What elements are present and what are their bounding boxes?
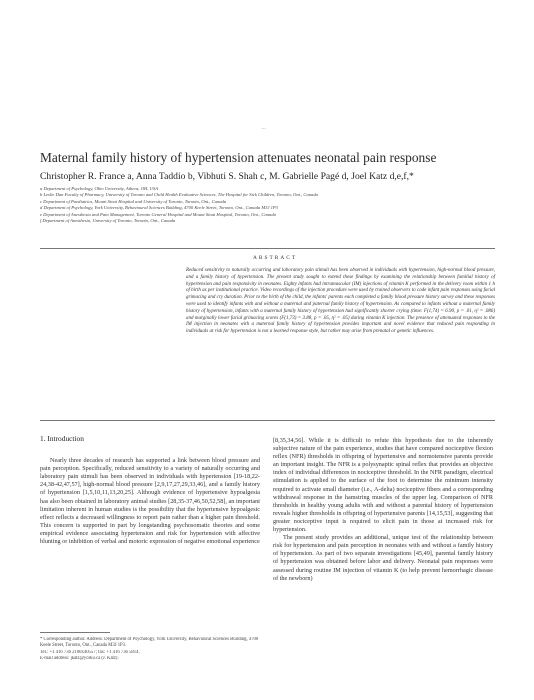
abstract-heading: ABSTRACT (253, 255, 298, 261)
article-title: Maternal family history of hypertension attenuates neonatal pain response (40, 150, 437, 165)
footnote-line: * Corresponding author. Address: Department of Psychology, York University, Behavioural Sciences Building, 4700 Keele Street, Toronto, Ont., Canada M3J 1P3. (40, 637, 259, 649)
affiliation-line: d Department of Psychology, York University, Behavioural Sciences Building, 4700 Keele Street, Toronto, Ont., Canada M3J 1P3 (40, 205, 279, 211)
footnote-rule (40, 632, 110, 633)
rule-above-abstract (40, 248, 495, 249)
affiliation-line: b Leslie Dan Faculty of Pharmacy, University of Toronto and Child Health Evaluative Sciences, The Hospital for Sick Children, Toronto, Ont., Canada (40, 192, 318, 198)
intro-paragraph: The present study provides an additional, unique test of the relationship between risk for hypertension and pain perception in neonates with and without a family history of hypertension. As part of two separate investigations [45,49], parental family history of hypertension was obtained before labor and delivery. Neonatal pain responses were assessed during routine IM injection of vitamin K (to help prevent hemorrhagic disease of the newborn) (273, 534, 493, 582)
affiliation-line: e Department of Anesthesia and Pain Management, Toronto General Hospital and Mount Sinai Hospital, Toronto, Ont., Canada (40, 211, 276, 217)
affiliation-line: a Department of Psychology, Ohio University, Athens, OH, USA (40, 186, 159, 191)
left-column (40, 435, 260, 546)
affiliation-line: c Department of Paediatrics, Mount Sinai Hospital and University of Toronto, Toronto, Ont., Canada (40, 198, 227, 204)
author-list: Christopher R. France a, Anna Taddio b, Vibhuti S. Shah c, M. Gabrielle Pagé d, Joel Katz d,e,f,* (40, 171, 414, 182)
page-mark: ... (262, 126, 266, 131)
affiliations (40, 186, 480, 224)
affiliation-line: f Department of Anesthesia, University of Toronto, Toronto, Ont., Canada (40, 218, 176, 224)
abstract-text: Reduced sensitivity to naturally occurring and laboratory pain stimuli has been observed in individuals with hypertension, high-normal blood pressure, and a family history of hypertension. The present study sought to extend these findings by examining the relationship between familial history of hypertension and pain responsivity in neonates. Eighty infants had intramuscular (IM) injections of vitamin K performed in the delivery room within 1 h of birth as per institutional practice. Video recordings of the injection procedure were used by trained observers to code infant pain responses using facial grimacing and cry duration. Prior to the birth of the child, the infants' parents each completed a family blood pressure history survey and these responses were used to identify infants with and without a maternal and paternal family history of hypertension. As compared to infants without a maternal family history of hypertension, infants with a maternal family history of hypertension had significantly shorter crying (time: F(1,74) = 6.90, p = .01, η² = .086) and marginally lower facial grimacing scores (F(1,73) = 3.88, p = .05, η² = .05) during vitamin K injection. The presence of attenuated responses to the IM injection in neonates with a maternal family history of hypertension provides important and novel evidence that reduced pain responding in individuals at risk for hypertension is not a learned response style, but rather may arise from prenatal or genetic influences. (186, 268, 495, 335)
intro-paragraph: Nearly three decades of research has supported a link between blood pressure and pain perception. Specifically, reduced sensitivity to a variety of naturally occurring and laboratory pain stimuli has been observed in individuals with hypertension [19-18,22-24,38-42,47,57], high-normal blood pressure [2,9,17,27,29,33,46], and a family history of hypertension [1,5,10,11,13,20,25]. Although evidence of hypertensive hypoalgesia has also been obtained in laboratory animal studies [28,35-37,46,50,52,58], an important limitation inherent in human studies is the possibility that the hypertensive hypoalgesic effect reflects a decreased willingness to report pain rather than a higher pain threshold. This concern is supported in part by longstanding psychosomatic theories and some empirical evidence associating hypertension and risk for hypertension with affective blunting or inhibition of verbal and motoric expression of negative emotional experience (40, 457, 260, 546)
intro-paragraph-continued: [8,35,34,56]. While it is difficult to refute this hypothesis due to the inherently subjective nature of the pain experience, studies that have compared nociceptive flexion reflex (NFR) thresholds in offspring of hypertensive and normotensive parents provide an important insight. The NFR is a polysynaptic spinal reflex that provides an objective index of individual differences in nociceptive threshold. In the NFR paradigm, electrical stimulation is applied to the surface of the foot to determine the minimum intensity required to activate small diameter (i.e., A-delta) nociceptive fibers and a corresponding withdrawal response in the hamstring muscles of the upper leg. Comparison of NFR thresholds in healthy young adults with and without a parental history of hypertension reveals higher thresholds in offspring of hypertensive parents [14,15,53], suggesting that greater nociceptive input is required to elicit pain in those at increased risk for hypertension. (273, 437, 493, 534)
footnotes (40, 637, 260, 663)
footnote-line: Tel.: +1 416 736 2100x40557; fax: +1 416 736 5814. (40, 649, 140, 655)
footnote-line: E-mail address: jkatz@yorku.ca (J. Katz). (40, 656, 119, 662)
right-column (273, 437, 493, 583)
section-heading-introduction: 1. Introduction (40, 434, 84, 443)
rule-below-abstract (40, 420, 495, 421)
